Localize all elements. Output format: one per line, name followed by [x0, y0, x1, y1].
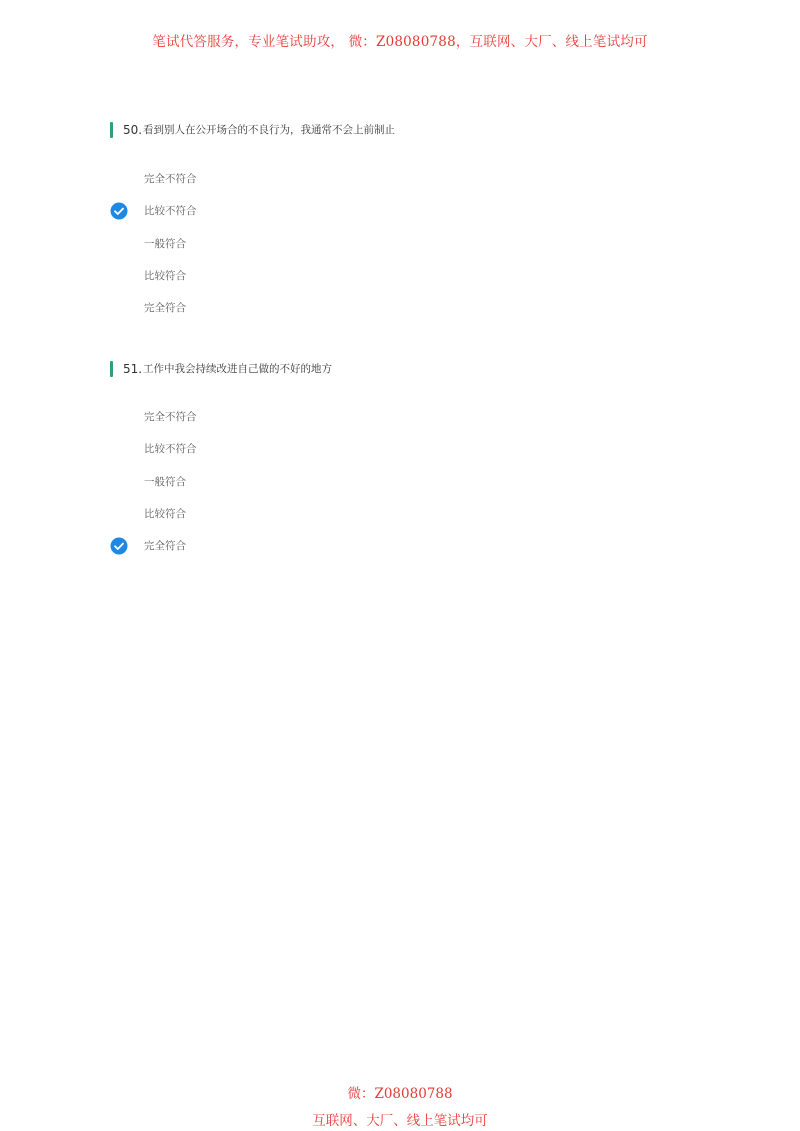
- question-number: 50.: [123, 123, 143, 137]
- option-label: 一般符合: [144, 475, 186, 488]
- question-50: [110, 122, 710, 331]
- option-list: [110, 408, 710, 569]
- checkmark-selected-icon: [110, 537, 128, 555]
- question-accent-bar: [110, 122, 113, 138]
- option-label: 一般符合: [144, 237, 186, 250]
- option-label: 比较不符合: [144, 205, 197, 218]
- question-number: 51.: [123, 362, 143, 376]
- question-accent-bar: [110, 361, 113, 377]
- option-label: 完全符合: [144, 540, 186, 553]
- footer-wechat-text: 微：Z08080788: [347, 1086, 453, 1102]
- option-q51-2[interactable]: [110, 440, 710, 472]
- option-q50-2[interactable]: [110, 202, 710, 234]
- header-watermark-text: 笔试代答服务，专业笔试助攻， 微：Z08080788，互联网、大厂、线上笔试均可: [152, 34, 648, 50]
- option-label: 完全不符合: [144, 411, 197, 423]
- option-q51-5[interactable]: [110, 537, 710, 569]
- option-list: [110, 170, 710, 331]
- question-51: [110, 361, 710, 569]
- option-label: 完全不符合: [144, 173, 197, 185]
- question-title: [110, 361, 710, 379]
- option-label: 完全符合: [144, 302, 186, 315]
- option-q50-5[interactable]: [110, 299, 710, 331]
- option-q51-4[interactable]: [110, 505, 710, 537]
- option-label: 比较不符合: [144, 443, 197, 456]
- footer-service-text: 互联网、大厂、线上笔试均可: [312, 1113, 488, 1129]
- option-label: 比较符合: [144, 269, 186, 282]
- checkmark-selected-icon: [110, 202, 128, 220]
- question-title: [110, 122, 710, 140]
- option-q50-3[interactable]: [110, 235, 710, 267]
- question-text: 看到别人在公开场合的不良行为，我通常不会上前制止: [143, 124, 395, 136]
- option-q51-3[interactable]: [110, 473, 710, 505]
- option-q50-1[interactable]: [110, 170, 710, 202]
- option-q50-4[interactable]: [110, 267, 710, 299]
- option-label: 比较符合: [144, 507, 186, 520]
- option-q51-1[interactable]: [110, 408, 710, 440]
- question-text: 工作中我会持续改进自己做的不好的地方: [143, 363, 332, 375]
